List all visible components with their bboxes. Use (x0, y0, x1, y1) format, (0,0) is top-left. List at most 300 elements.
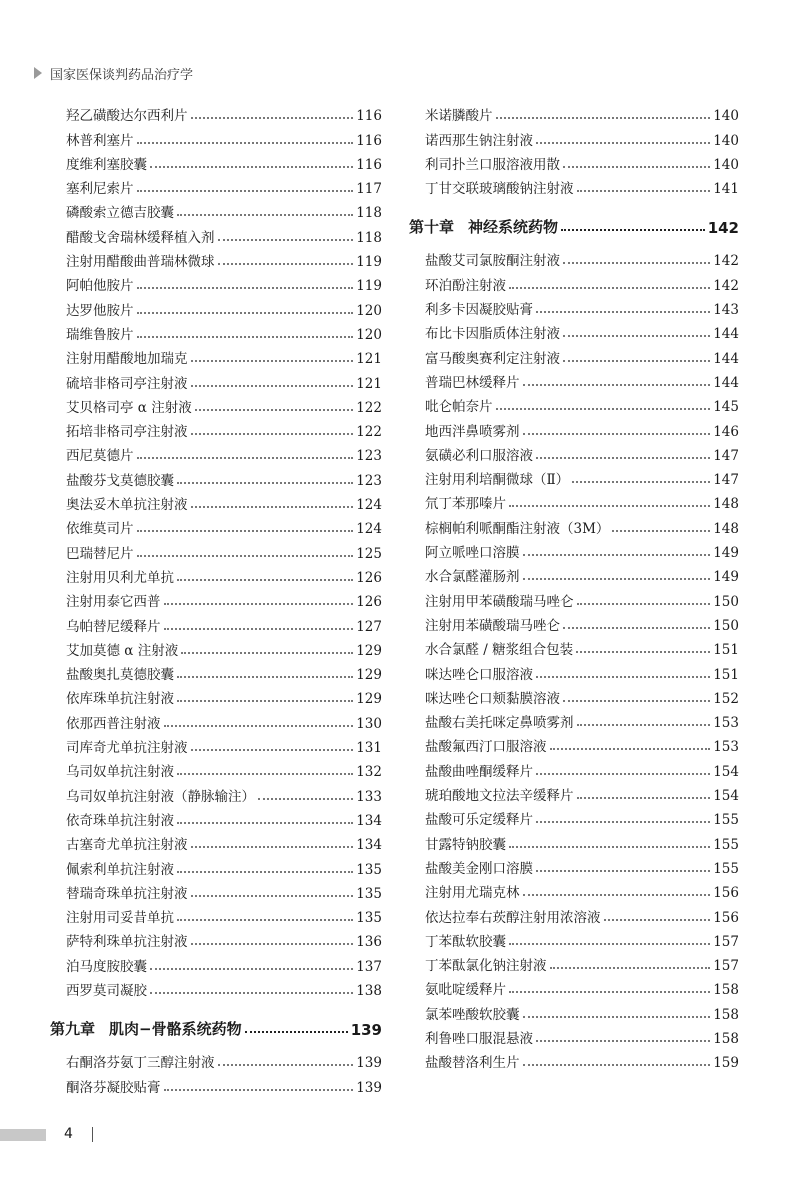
page-ref: 124 (356, 497, 382, 514)
entry-title: 替瑞奇珠单抗注射液 (66, 885, 188, 902)
entry-title: 注射用泰它西普 (66, 594, 161, 611)
page-number-separator (92, 1127, 93, 1142)
page-ref: 126 (356, 594, 382, 611)
entry-title: 乌司奴单抗注射液 (66, 764, 174, 781)
toc-entry[interactable] (50, 124, 382, 148)
chapter-title: 肌肉−骨骼系统药物 (109, 1019, 242, 1038)
dot-leader (509, 942, 710, 945)
entry-title: 瑞维鲁胺片 (66, 326, 134, 343)
toc-entry[interactable] (50, 683, 382, 707)
toc-entry[interactable] (50, 950, 382, 974)
entry-title: 磷酸索立德吉胶囊 (66, 205, 174, 222)
entry-title: 巴瑞替尼片 (66, 545, 134, 562)
entry-title: 水合氯醛灌肠剂 (425, 569, 520, 586)
dot-leader (177, 870, 353, 873)
toc-entry[interactable] (409, 415, 739, 439)
page-ref: 129 (356, 642, 382, 659)
toc-entry[interactable] (50, 878, 382, 902)
toc-entry[interactable] (409, 1023, 739, 1047)
page-ref: 121 (356, 351, 382, 368)
entry-title: 依奇珠单抗注射液 (66, 812, 174, 829)
dot-leader (576, 650, 710, 653)
page-ref: 153 (713, 715, 739, 732)
toc-entry[interactable] (50, 805, 382, 829)
dot-leader (563, 359, 710, 362)
dot-leader (523, 383, 711, 386)
page-ref: 139 (350, 1020, 382, 1039)
entry-title: 醋酸戈舍瑞林缓释植入剂 (66, 229, 215, 246)
page-ref: 131 (356, 740, 382, 757)
page-ref: 140 (713, 156, 739, 173)
dot-leader (181, 651, 353, 654)
dot-leader (245, 1030, 348, 1033)
toc-entry[interactable] (409, 124, 739, 148)
page-ref: 119 (356, 254, 382, 271)
entry-title: 甘露特钠胶囊 (425, 836, 506, 853)
entry-title: 泊马度胺胶囊 (66, 958, 147, 975)
toc-entry[interactable] (409, 464, 739, 488)
toc-entry[interactable] (409, 731, 739, 755)
toc-entry[interactable] (409, 173, 739, 197)
toc-entry[interactable] (409, 269, 739, 293)
book-title: 国家医保谈判药品治疗学 (50, 67, 194, 83)
dot-leader (563, 626, 710, 629)
dot-leader (572, 480, 710, 483)
dot-leader (509, 990, 710, 993)
toc-entry[interactable] (409, 294, 739, 318)
dot-leader (577, 796, 711, 799)
page-ref: 117 (356, 181, 382, 198)
dot-leader (191, 942, 354, 945)
toc-entry[interactable] (409, 440, 739, 464)
toc-entry[interactable] (50, 902, 382, 926)
entry-title: 诺西那生钠注射液 (425, 132, 533, 149)
dot-leader (137, 335, 354, 338)
page-ref: 123 (356, 472, 382, 489)
toc-entry[interactable] (409, 610, 739, 634)
dot-leader (164, 627, 354, 630)
dot-leader (191, 116, 354, 119)
page-ref: 147 (713, 447, 739, 464)
dot-leader (536, 772, 710, 775)
entry-title: 古塞奇尤单抗注射液 (66, 837, 188, 854)
entry-title: 依维莫司片 (66, 521, 134, 538)
dot-leader (191, 359, 354, 362)
page-ref: 125 (356, 545, 382, 562)
page-ref: 151 (713, 642, 739, 659)
dot-leader (150, 991, 353, 994)
entry-title: 米诺膦酸片 (425, 108, 493, 125)
toc-entry[interactable] (50, 562, 382, 586)
toc-entry[interactable] (50, 635, 382, 659)
page-ref: 122 (356, 424, 382, 441)
toc-entry[interactable] (409, 561, 739, 585)
page-ref: 130 (356, 715, 382, 732)
dot-leader (577, 602, 711, 605)
dot-leader (550, 747, 711, 750)
page-ref: 144 (713, 374, 739, 391)
toc-column-left (50, 100, 382, 1096)
entry-title: 注射用醋酸地加瑞克 (66, 351, 188, 368)
toc-entry[interactable] (409, 974, 739, 998)
entry-title: 盐酸替洛利生片 (425, 1055, 520, 1072)
dot-leader (218, 1063, 354, 1066)
toc-entry[interactable] (50, 294, 382, 318)
page-ref: 154 (713, 788, 739, 805)
page-ref: 156 (713, 909, 739, 926)
entry-title: 酮洛芬凝胶贴膏 (66, 1079, 161, 1096)
page-ref: 142 (713, 277, 739, 294)
dot-leader (604, 918, 711, 921)
page-ref: 155 (713, 860, 739, 877)
entry-title: 盐酸可乐定缓释片 (425, 812, 533, 829)
toc-entry[interactable] (409, 853, 739, 877)
page-ref: 139 (356, 1079, 382, 1096)
toc-entry[interactable] (50, 489, 382, 513)
dot-leader (191, 384, 354, 387)
dot-leader (177, 821, 353, 824)
page-ref: 158 (713, 982, 739, 999)
page-ref: 116 (356, 132, 382, 149)
dot-leader (177, 772, 353, 775)
entry-title: 依达拉奉右莰醇注射用浓溶液 (425, 909, 601, 926)
entry-title: 西尼莫德片 (66, 448, 134, 465)
dot-leader (218, 262, 354, 265)
toc-entry[interactable] (50, 367, 382, 391)
entry-title: 艾贝格司亭 α 注射液 (66, 399, 192, 416)
toc-entry[interactable] (409, 391, 739, 415)
toc-entry[interactable] (409, 707, 739, 731)
toc-entry[interactable] (50, 659, 382, 683)
toc-entry[interactable] (50, 270, 382, 294)
entry-title: 氯苯唑酸软胶囊 (425, 1006, 520, 1023)
page-ref: 141 (713, 181, 739, 198)
entry-title: 利多卡因凝胶贴膏 (425, 302, 533, 319)
toc-entry[interactable] (409, 755, 739, 779)
dot-leader (177, 699, 353, 702)
entry-title: 萨特利珠单抗注射液 (66, 934, 188, 951)
entry-title: 注射用司妥昔单抗 (66, 910, 174, 927)
entry-title: 注射用醋酸曲普瑞林微球 (66, 254, 215, 271)
dot-leader (164, 1088, 354, 1091)
toc-entry[interactable] (409, 901, 739, 925)
dot-leader (496, 116, 711, 119)
chapter-heading[interactable] (409, 207, 739, 237)
page-ref: 120 (356, 326, 382, 343)
entry-title: 环泊酚注射液 (425, 277, 506, 294)
entry-title: 林普利塞片 (66, 132, 134, 149)
chapter-title: 神经系统药物 (468, 218, 559, 237)
entry-title: 羟乙磺酸达尔西利片 (66, 108, 188, 125)
toc-entry[interactable] (50, 197, 382, 221)
dot-leader (137, 311, 354, 314)
toc-column-right (409, 100, 739, 1071)
toc-entry[interactable] (409, 634, 739, 658)
page-ref: 124 (356, 521, 382, 538)
entry-title: 布比卡因脂质体注射液 (425, 326, 560, 343)
toc-entry[interactable] (409, 537, 739, 561)
dot-leader (177, 481, 353, 484)
toc-entry[interactable] (409, 804, 739, 828)
toc-entry[interactable] (409, 245, 739, 269)
toc-entry[interactable] (50, 707, 382, 731)
dot-leader (523, 1015, 711, 1018)
page-ref: 155 (713, 836, 739, 853)
page-ref: 150 (713, 593, 739, 610)
toc-entry[interactable] (50, 756, 382, 780)
dot-leader (577, 189, 711, 192)
entry-title: 注射用苯磺酸瑞马唑仑 (425, 617, 560, 634)
toc-entry[interactable] (50, 1047, 382, 1071)
page-ref: 140 (713, 132, 739, 149)
footer-bar (0, 1129, 46, 1141)
dot-leader (191, 505, 354, 508)
page-ref: 129 (356, 691, 382, 708)
entry-title: 咪达唑仑口服溶液 (425, 666, 533, 683)
dot-leader (612, 529, 710, 532)
dot-leader (563, 334, 710, 337)
toc-entry[interactable] (409, 998, 739, 1022)
toc-entry[interactable] (50, 1071, 382, 1095)
dot-leader (536, 820, 710, 823)
page-ref: 132 (356, 764, 382, 781)
dot-leader (577, 723, 711, 726)
dot-leader (523, 577, 711, 580)
toc-entry[interactable] (50, 610, 382, 634)
toc-entry[interactable] (409, 950, 739, 974)
entry-title: 氘丁苯那嗪片 (425, 496, 506, 513)
toc-entry[interactable] (409, 877, 739, 901)
toc-entry[interactable] (50, 464, 382, 488)
page-ref: 158 (713, 1006, 739, 1023)
dot-leader (177, 918, 353, 921)
page-ref: 138 (356, 982, 382, 999)
dot-leader (563, 165, 710, 168)
page-ref: 144 (713, 326, 739, 343)
toc-entry[interactable] (409, 683, 739, 707)
dot-leader (523, 432, 711, 435)
page-ref: 148 (713, 496, 739, 513)
toc-entry[interactable] (50, 440, 382, 464)
toc-entry[interactable] (50, 173, 382, 197)
page-ref: 135 (356, 885, 382, 902)
entry-title: 水合氯醛 / 糖浆组合包装 (425, 642, 574, 659)
entry-title: 右酮洛芬氨丁三醇注射液 (66, 1055, 215, 1072)
dot-leader (177, 675, 353, 678)
dot-leader (536, 310, 710, 313)
entry-title: 盐酸芬戈莫德胶囊 (66, 472, 174, 489)
toc-entry[interactable] (409, 828, 739, 852)
toc-entry[interactable] (50, 732, 382, 756)
page-ref: 120 (356, 302, 382, 319)
toc-entry[interactable] (50, 513, 382, 537)
dot-leader (563, 699, 710, 702)
toc-entry[interactable] (50, 392, 382, 416)
page-ref: 140 (713, 108, 739, 125)
entry-title: 盐酸曲唑酮缓释片 (425, 763, 533, 780)
dot-leader (191, 432, 354, 435)
toc-entry[interactable] (409, 926, 739, 950)
dot-leader (137, 456, 354, 459)
entry-title: 佩索利单抗注射液 (66, 861, 174, 878)
page-ref: 159 (713, 1055, 739, 1072)
entry-title: 丁苯酞氯化钠注射液 (425, 958, 547, 975)
page-ref: 121 (356, 375, 382, 392)
toc-entry[interactable] (409, 585, 739, 609)
dot-leader (509, 845, 710, 848)
entry-title: 氨吡啶缓释片 (425, 982, 506, 999)
entry-title: 司库奇尤单抗注射液 (66, 740, 188, 757)
dot-leader (509, 286, 710, 289)
toc-entry[interactable] (50, 586, 382, 610)
dot-leader (191, 894, 354, 897)
page-ref: 152 (713, 690, 739, 707)
page-ref: 158 (713, 1030, 739, 1047)
page-ref: 143 (713, 302, 739, 319)
entry-title: 阿立哌唑口溶膜 (425, 545, 520, 562)
dot-leader (536, 141, 710, 144)
toc-entry[interactable] (409, 367, 739, 391)
page-ref: 137 (356, 958, 382, 975)
page-ref: 135 (356, 910, 382, 927)
toc-entry[interactable] (50, 246, 382, 270)
dot-leader (536, 456, 710, 459)
dot-leader (177, 213, 353, 216)
toc-entry[interactable] (50, 149, 382, 173)
page-ref: 116 (356, 108, 382, 125)
dot-leader (150, 165, 353, 168)
chapter-number: 第十章 (409, 218, 455, 237)
toc-entry[interactable] (50, 537, 382, 561)
entry-title: 吡仑帕奈片 (425, 399, 493, 416)
dot-leader (195, 408, 354, 411)
page-ref: 116 (356, 156, 382, 173)
dot-leader (496, 407, 711, 410)
dot-leader (536, 869, 710, 872)
entry-title: 富马酸奥赛利定注射液 (425, 350, 560, 367)
toc-entry[interactable] (50, 853, 382, 877)
entry-title: 阿帕他胺片 (66, 278, 134, 295)
toc-entry[interactable] (50, 975, 382, 999)
toc-entry[interactable] (50, 926, 382, 950)
page-ref: 134 (356, 837, 382, 854)
toc-entry[interactable] (409, 318, 739, 342)
page-ref: 118 (356, 229, 382, 246)
entry-title: 依那西普注射液 (66, 715, 161, 732)
running-header (34, 64, 193, 82)
entry-title: 棕榈帕利哌酮酯注射液（3M） (425, 520, 610, 537)
dot-leader (563, 261, 710, 264)
page-ref: 148 (713, 520, 739, 537)
dot-leader (191, 845, 354, 848)
page-ref: 145 (713, 399, 739, 416)
dot-leader (523, 1063, 711, 1066)
toc-entry[interactable] (409, 488, 739, 512)
toc-entry[interactable] (50, 829, 382, 853)
dot-leader (523, 553, 711, 556)
dot-leader (137, 189, 354, 192)
dot-leader (164, 724, 354, 727)
page-ref: 135 (356, 861, 382, 878)
entry-title: 地西泮鼻喷雾剂 (425, 423, 520, 440)
entry-title: 琥珀酸地文拉法辛缓释片 (425, 788, 574, 805)
page-ref: 149 (713, 569, 739, 586)
dot-leader (561, 228, 705, 231)
dot-leader (536, 675, 710, 678)
page-ref: 122 (356, 399, 382, 416)
page-ref: 151 (713, 666, 739, 683)
entry-title: 普瑞巴林缓释片 (425, 374, 520, 391)
dot-leader (550, 966, 711, 969)
entry-title: 硫培非格司亭注射液 (66, 375, 188, 392)
page-ref: 147 (713, 472, 739, 489)
entry-title: 注射用利培酮微球（Ⅱ） (425, 472, 570, 489)
page-ref: 136 (356, 934, 382, 951)
toc-entry[interactable] (50, 221, 382, 245)
page-ref: 118 (356, 205, 382, 222)
entry-title: 依库珠单抗注射液 (66, 691, 174, 708)
entry-title: 乌司奴单抗注射液（静脉输注） (66, 788, 255, 805)
page-ref: 123 (356, 448, 382, 465)
entry-title: 注射用贝利尤单抗 (66, 569, 174, 586)
page-ref: 157 (713, 958, 739, 975)
entry-title: 注射用甲苯磺酸瑞马唑仑 (425, 593, 574, 610)
entry-title: 盐酸艾司氯胺酮注射液 (425, 253, 560, 270)
page-ref: 133 (356, 788, 382, 805)
entry-title: 注射用尤瑞克林 (425, 885, 520, 902)
page-ref: 153 (713, 739, 739, 756)
toc-entry[interactable] (409, 658, 739, 682)
entry-title: 盐酸美金刚口溶膜 (425, 860, 533, 877)
page-number: 4 (64, 1126, 73, 1142)
chapter-heading[interactable] (50, 1009, 382, 1039)
dot-leader (137, 529, 354, 532)
dot-leader (258, 797, 353, 800)
page-ref: 134 (356, 812, 382, 829)
entry-title: 盐酸奥扎莫德胶囊 (66, 667, 174, 684)
page-ref: 149 (713, 545, 739, 562)
dot-leader (164, 602, 354, 605)
toc-entry[interactable] (409, 149, 739, 173)
entry-title: 奥法妥木单抗注射液 (66, 497, 188, 514)
toc-entry[interactable] (409, 342, 739, 366)
entry-title: 利鲁唑口服混悬液 (425, 1030, 533, 1047)
toc-entry[interactable] (409, 512, 739, 536)
toc-entry[interactable] (50, 100, 382, 124)
dot-leader (137, 286, 354, 289)
toc-entry[interactable] (50, 319, 382, 343)
toc-entry[interactable] (409, 780, 739, 804)
entry-title: 咪达唑仑口颊黏膜溶液 (425, 690, 560, 707)
toc-entry[interactable] (50, 780, 382, 804)
page-ref: 126 (356, 569, 382, 586)
page-ref: 150 (713, 617, 739, 634)
entry-title: 丁甘交联玻璃酸钠注射液 (425, 181, 574, 198)
entry-title: 达罗他胺片 (66, 302, 134, 319)
toc-entry[interactable] (409, 1047, 739, 1071)
toc-entry[interactable] (50, 416, 382, 440)
dot-leader (177, 578, 353, 581)
toc-entry[interactable] (50, 343, 382, 367)
page-ref: 155 (713, 812, 739, 829)
entry-title: 塞利尼索片 (66, 181, 134, 198)
entry-title: 盐酸氟西汀口服溶液 (425, 739, 547, 756)
entry-title: 西罗莫司凝胶 (66, 982, 147, 999)
page-ref: 156 (713, 885, 739, 902)
page-ref: 129 (356, 667, 382, 684)
dot-leader (150, 967, 353, 970)
toc-entry[interactable] (409, 100, 739, 124)
